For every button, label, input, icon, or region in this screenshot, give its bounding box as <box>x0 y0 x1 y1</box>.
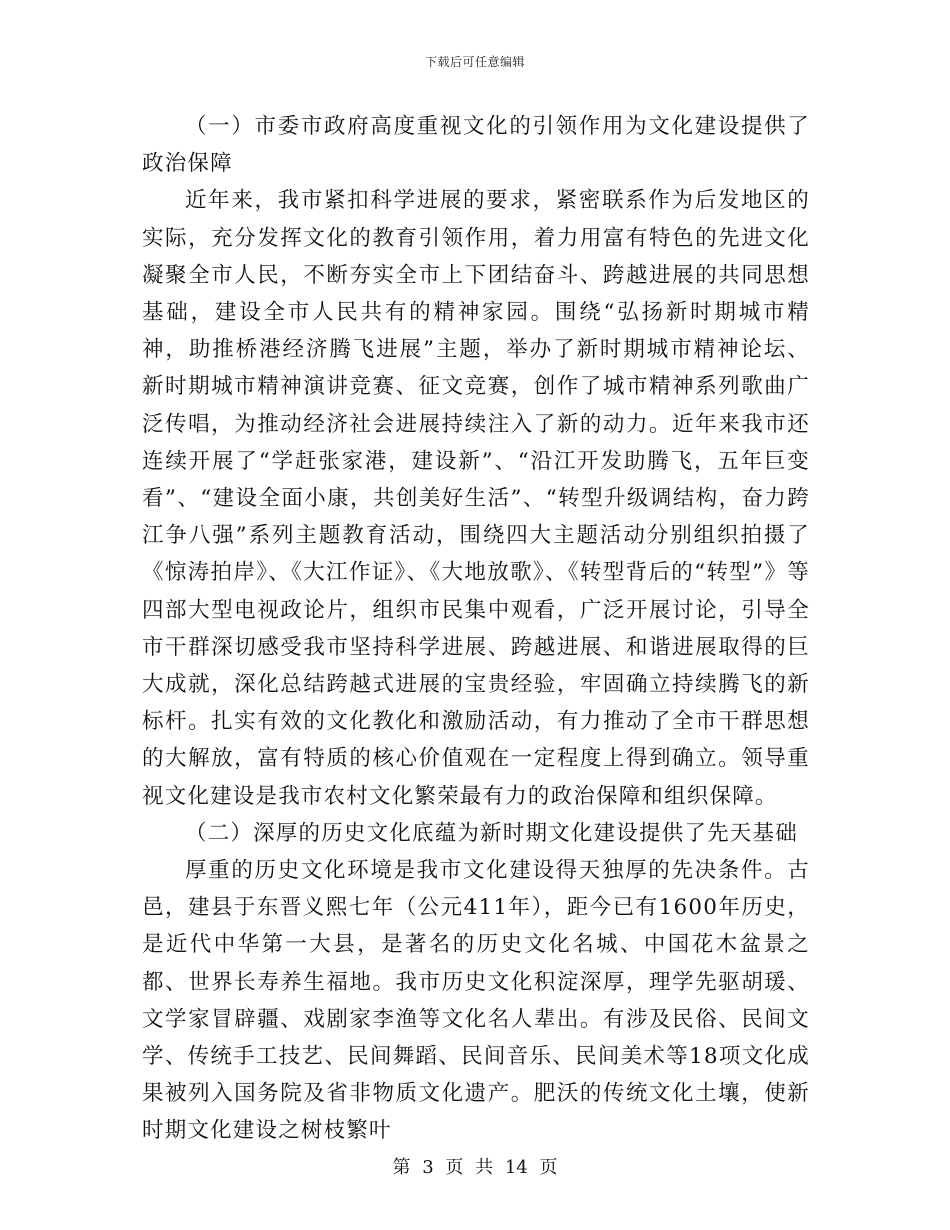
body-paragraph-1: 近年来，我市紧扣科学进展的要求，紧密联系作为后发地区的实际，充分发挥文化的教育引领作用，着力用富有特色的先进文化凝聚全市人民，不断夯实全市上下团结奋斗、跨越进展的共同思想基础，建设全市人民共有的精神家园。围绕“弘扬新时期城市精神，助推桥港经济腾飞进展”主题，举办了新时期城市精神论坛、新时期城市精神演讲竞赛、征文竞赛，创作了城市精神系列歌曲广泛传唱，为推动经济社会进展持续注入了新的动力。近年来我市还连续开展了“学赶张家港，建设新”、“沿江开发助腾飞，五年巨变看”、“建设全面小康，共创美好生活”、“转型升级调结构，奋力跨江争八强”系列主题教育活动，围绕四大主题活动分别组织拍摄了《惊涛拍岸》、《大江作证》、《大地放歌》、《转型背后的“转型”》等四部大型电视政论片，组织市民集中观看，广泛开展讨论，引导全市干群深切感受我市坚持科学进展、跨越进展、和谐进展取得的巨大成就，深化总结跨越式进展的宝贵经验，牢固确立持续腾飞的新标杆。扎实有效的文化教化和激励活动，有力推动了全市干群思想的大解放，富有特质的核心价值观在一定程度上得到确立。领导重视文化建设是我市农村文化繁荣最有力的政治保障和组织保障。 <box>142 188 810 809</box>
page-footer: 第 3 页 共 14 页 <box>392 1157 558 1178</box>
document-body <box>142 108 810 1150</box>
page-header: 下载后可任意编辑 <box>424 55 525 69</box>
body-paragraph-2: 厚重的历史文化环境是我市文化建设得天独厚的先决条件。古邑，建县于东晋义熙七年（公元411年），距今已有1600年历史，是近代中华第一大县，是著名的历史文化名城、中国花木盆景之都、世界长寿养生福地。我市历史文化积淀深厚，理学先驱胡瑗、文学家冒辟疆、戏剧家李渔等文化名人辈出。有涉及民俗、民间文学、传统手工技艺、民间舞蹈、民间音乐、民间美术等18项文化成果被列入国务院及省非物质文化遗产。肥沃的传统文化土壤，使新时期文化建设之树枝繁叶 <box>142 858 810 1144</box>
section-heading-1: （一）市委市政府高度重视文化的引领作用为文化建设提供了政治保障 <box>142 114 810 177</box>
section-heading-2: （二）深厚的历史文化底蕴为新时期文化建设提供了先天基础 <box>185 820 798 846</box>
